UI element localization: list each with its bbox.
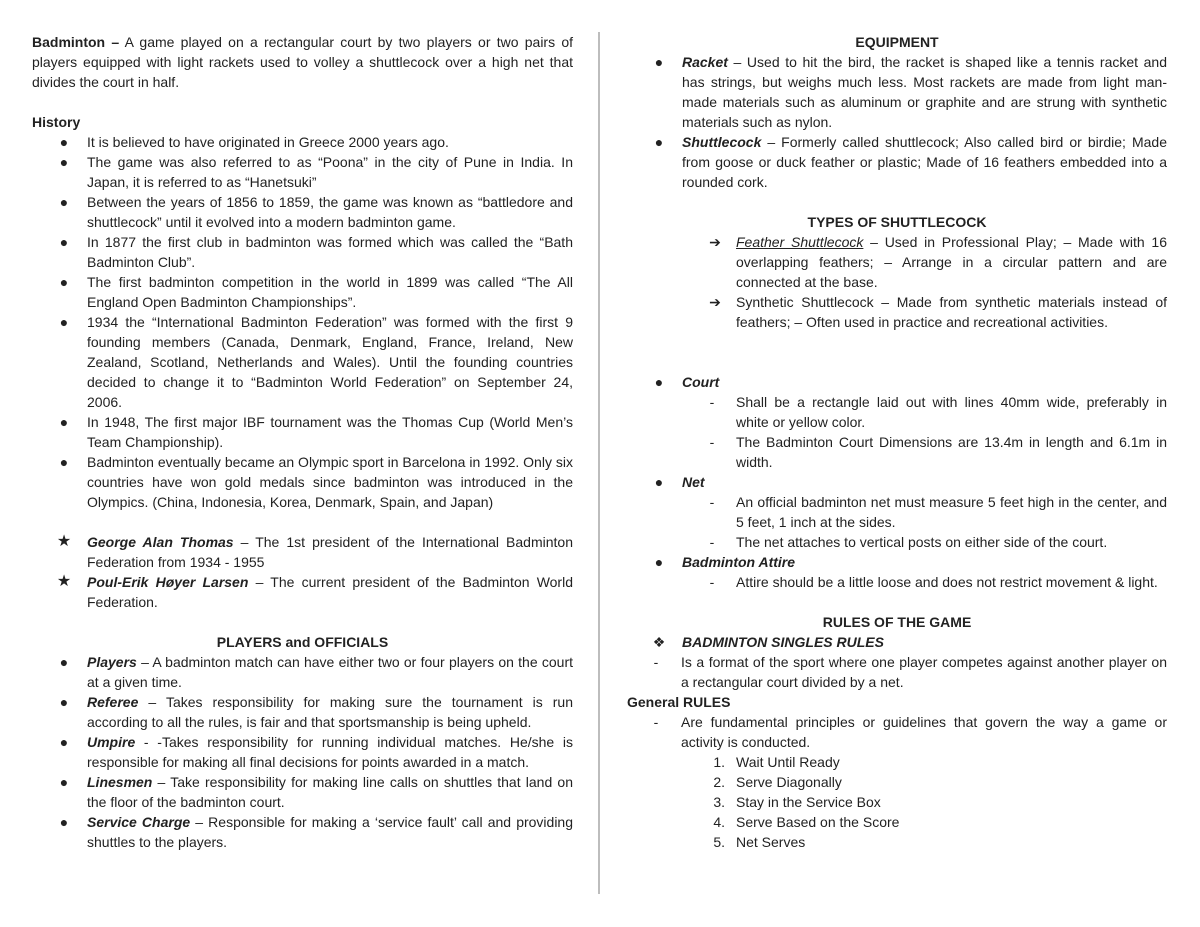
history-item: ● The game was also referred to as “Poona” in the city of Pune in India. In Japan, it is referred to as “Hanetsuki” bbox=[32, 152, 573, 192]
bullet-icon: ● bbox=[59, 814, 69, 830]
equipment-item: ● Shuttlecock – Formerly called shuttlecock; Also called bird or birdie; Made from goose or duck feather or plastic; Made of 16 feathers embedded into a rounded cork. bbox=[627, 132, 1167, 192]
rule-list-item: 4. Serve Based on the Score bbox=[713, 814, 900, 830]
bullet-icon: ● bbox=[654, 374, 664, 390]
history-item: ● The first badminton competition in the world in 1899 was called “The All England Open Badminton Championships”. bbox=[32, 272, 573, 312]
players-item: ● Players – A badminton match can have either two or four players on the court at a given time. bbox=[32, 652, 573, 692]
president-name: Poul-Erik Høyer Larsen bbox=[87, 574, 249, 590]
arrow-icon: ➔ bbox=[709, 234, 721, 250]
right-column bbox=[627, 32, 1167, 852]
bullet-icon: ● bbox=[654, 554, 664, 570]
net-item: ● Net bbox=[627, 472, 1167, 492]
intro-term: Badminton – bbox=[32, 34, 120, 50]
players-item: ● Referee – Takes responsibility for making sure the tournament is run according to all the rules, is fair and that sportsmanship is being upheld. bbox=[32, 692, 573, 732]
equipment-heading: EQUIPMENT bbox=[855, 34, 939, 50]
shuttle-types-heading: TYPES OF SHUTTLECOCK bbox=[807, 214, 987, 230]
court-item: ● Court bbox=[627, 372, 1167, 392]
general-rules-text: - Are fundamental principles or guidelines that govern the way a game or activity is conducted. bbox=[627, 712, 1167, 752]
bullet-icon: ● bbox=[59, 774, 69, 790]
shuttle-type-item: ➔ Synthetic Shuttlecock – Made from synthetic materials instead of feathers; – Often used in practice and recreational activities. bbox=[627, 292, 1167, 332]
dash-icon: - bbox=[709, 534, 715, 550]
column-divider bbox=[598, 32, 600, 894]
bullet-icon: ● bbox=[59, 734, 69, 750]
general-rules-heading: General RULES bbox=[627, 694, 731, 710]
dash-icon: - bbox=[653, 654, 659, 670]
bullet-icon: ● bbox=[654, 134, 664, 150]
history-item: ● Between the years of 1856 to 1859, the game was known as “battledore and shuttlecock” until it evolved into a modern badminton game. bbox=[32, 192, 573, 232]
bullet-icon: ● bbox=[59, 234, 69, 250]
history-item: ● In 1948, The first major IBF tournament was the Thomas Cup (World Men’s Team Championship). bbox=[32, 412, 573, 452]
court-detail: - The Badminton Court Dimensions are 13.4m in length and 6.1m in width. bbox=[627, 432, 1167, 472]
bullet-icon: ● bbox=[59, 414, 69, 430]
bullet-icon: ● bbox=[59, 694, 69, 710]
history-heading: History bbox=[32, 114, 81, 130]
left-column bbox=[32, 32, 573, 852]
bullet-icon: ● bbox=[654, 474, 664, 490]
history-item: ● Badminton eventually became an Olympic sport in Barcelona in 1992. Only six countries have won gold medals since badminton was introduced in the Olympics. (China, Indonesia, Korea, Denmark, Spain, and Japan) bbox=[32, 452, 573, 512]
rules-heading: RULES OF THE GAME bbox=[822, 614, 972, 630]
bullet-icon: ● bbox=[59, 154, 69, 170]
dash-icon: - bbox=[709, 394, 715, 410]
rule-list-item: 2. Serve Diagonally bbox=[713, 774, 842, 790]
singles-rules-text: - Is a format of the sport where one player competes against another player on a rectangular court divided by a net. bbox=[627, 652, 1167, 692]
bullet-icon: ● bbox=[654, 54, 664, 70]
net-detail: - An official badminton net must measure 5 feet high in the center, and 5 feet, 1 inch at the sides. bbox=[627, 492, 1167, 532]
bullet-icon: ● bbox=[59, 194, 69, 210]
intro-paragraph bbox=[32, 32, 573, 92]
star-icon: ★ bbox=[56, 533, 72, 550]
players-item: ● Umpire - -Takes responsibility for running individual matches. He/she is responsible for making all final decisions for points awarded in a match. bbox=[32, 732, 573, 772]
bullet-icon: ● bbox=[59, 314, 69, 330]
dash-icon: - bbox=[653, 714, 659, 730]
attire-item: ● Badminton Attire bbox=[627, 552, 1167, 572]
players-item: ● Linesmen – Take responsibility for making line calls on shuttles that land on the floor of the badminton court. bbox=[32, 772, 573, 812]
rule-list-item: 5. Net Serves bbox=[713, 834, 806, 850]
dash-icon: - bbox=[709, 434, 715, 450]
history-item: ● 1934 the “International Badminton Federation” was formed with the first 9 founding members (Canada, Denmark, England, France, Ireland, New Zealand, Scotland, Netherlands and Wales). Until the founding countries decided to change it to “Badminton World Federation” on September 24, 2006. bbox=[32, 312, 573, 412]
arrow-icon: ➔ bbox=[709, 294, 721, 310]
intro-text: A game played on a rectangular court by two players or two pairs of players equipped with light rackets used to volley a shuttlecock over a high net that divides the court in half. bbox=[32, 34, 574, 90]
history-item: ● It is believed to have originated in Greece 2000 years ago. bbox=[32, 132, 573, 152]
bullet-icon: ● bbox=[59, 454, 69, 470]
singles-rules-label: ❖ BADMINTON SINGLES RULES bbox=[627, 632, 1167, 652]
equipment-item: ● Racket – Used to hit the bird, the racket is shaped like a tennis racket and has strings, but weighs much less. Most rackets are made from light man-made materials such as aluminum or graphite and are strung with synthetic materials such as nylon. bbox=[627, 52, 1167, 132]
net-detail: - The net attaches to vertical posts on either side of the court. bbox=[627, 532, 1167, 552]
star-icon: ★ bbox=[56, 573, 72, 590]
bullet-icon: ● bbox=[59, 654, 69, 670]
diamond-icon: ❖ bbox=[652, 634, 666, 650]
history-item: ● In 1877 the first club in badminton was formed which was called the “Bath Badminton Club”. bbox=[32, 232, 573, 272]
bullet-icon: ● bbox=[59, 274, 69, 290]
president-item: ★ George Alan Thomas – The 1st president of the International Badminton Federation from 1934 - 1955 bbox=[32, 532, 573, 572]
dash-icon: - bbox=[709, 494, 715, 510]
attire-detail: - Attire should be a little loose and does not restrict movement & light. bbox=[627, 572, 1167, 592]
shuttle-type-item: ➔ Feather Shuttlecock – Used in Professional Play; – Made with 16 overlapping feathers; – Arrange in a circular pattern and are connected at the base. bbox=[627, 232, 1167, 292]
rule-list-item: 3. Stay in the Service Box bbox=[713, 794, 881, 810]
president-name: George Alan Thomas bbox=[87, 534, 234, 550]
players-heading: PLAYERS and OFFICIALS bbox=[216, 634, 389, 650]
rule-list-item: 1. Wait Until Ready bbox=[713, 754, 840, 770]
court-detail: - Shall be a rectangle laid out with lines 40mm wide, preferably in white or yellow color. bbox=[627, 392, 1167, 432]
players-item: ● Service Charge – Responsible for making a ‘service fault’ call and providing shuttles to the players. bbox=[32, 812, 573, 852]
president-item: ★ Poul-Erik Høyer Larsen – The current president of the Badminton World Federation. bbox=[32, 572, 573, 612]
dash-icon: - bbox=[709, 574, 715, 590]
bullet-icon: ● bbox=[59, 134, 69, 150]
